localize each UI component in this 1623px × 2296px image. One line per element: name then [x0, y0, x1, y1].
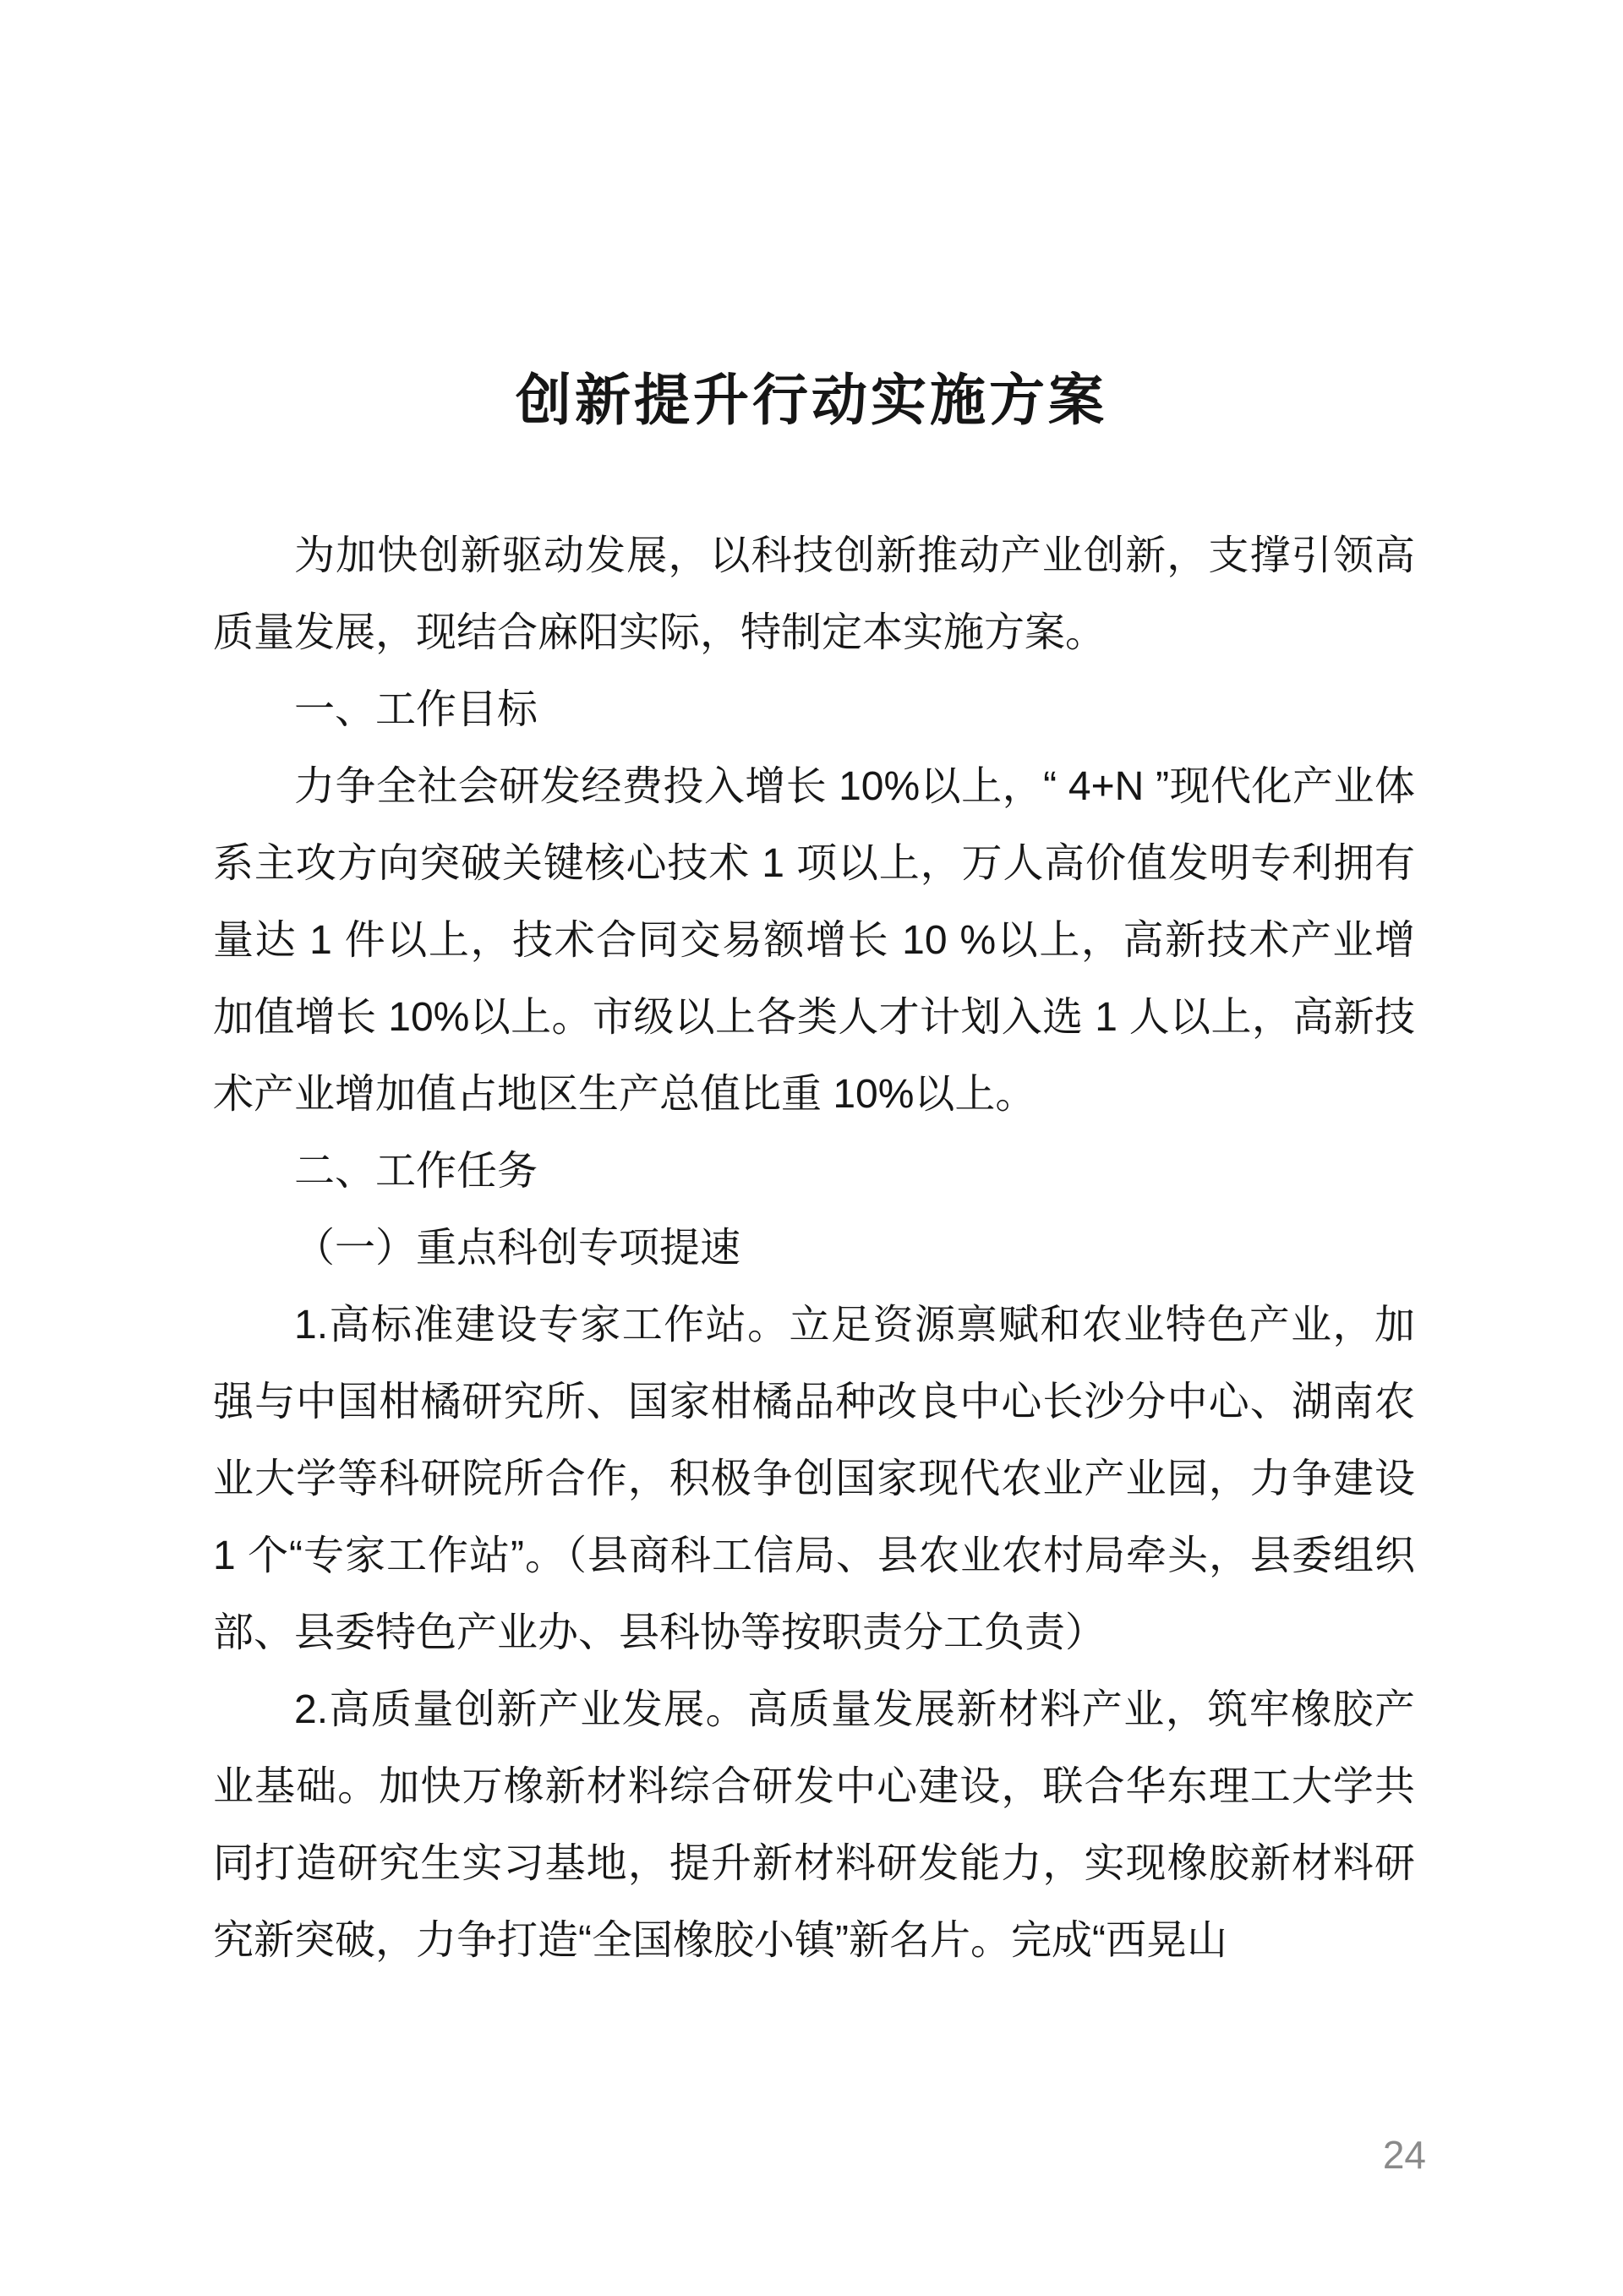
paragraph-innovation-industry: 2.高质量创新产业发展。高质量发展新材料产业，筑牢橡胶产业基础。加快万橡新材料综合研发中心建设，联合华东理工大学共同打造研究生实习基地，提升新材料研发能力，实现橡胶新材料研究新突破，力争打造“全国橡胶小镇”新名片。完成“西晃山	[213, 1687, 1415, 1963]
document-body	[213, 517, 1415, 1979]
subsection-heading-key-projects: （一）重点科创专项提速	[294, 1226, 741, 1271]
document-title: 创新提升行动实施方案	[516, 369, 1107, 431]
paragraph-work-goals: 力争全社会研发经费投入增长 10%以上，“ 4+N ”现代化产业体系主攻方向突破关键核心技术 1 项以上，万人高价值发明专利拥有量达 1 件以上，技术合同交易额增长 10 %以上，高新技术产业增加值增长 10%以上。市级以上各类人才计划入选 1 人以上，高新技术产业增加值占地区生产总值比重 10%以上。	[213, 764, 1415, 1117]
section-heading-work-tasks: 二、工作任务	[294, 1149, 538, 1194]
section-heading-work-goals: 一、工作目标	[294, 687, 538, 732]
paragraph-intro: 为加快创新驱动发展，以科技创新推动产业创新，支撑引领高质量发展，现结合麻阳实际，特制定本实施方案。	[213, 533, 1415, 655]
page-number: 24	[1382, 2133, 1426, 2177]
paragraph-expert-workstation: 1.高标准建设专家工作站。立足资源禀赋和农业特色产业，加强与中国柑橘研究所、国家柑橘品种改良中心长沙分中心、湖南农业大学等科研院所合作，积极争创国家现代农业产业园，力争建设 1 个“专家工作站”。（县商科工信局、县农业农村局牵头，县委组织部、县委特色产业办、县科协等按职责分工负责）	[213, 1303, 1415, 1655]
